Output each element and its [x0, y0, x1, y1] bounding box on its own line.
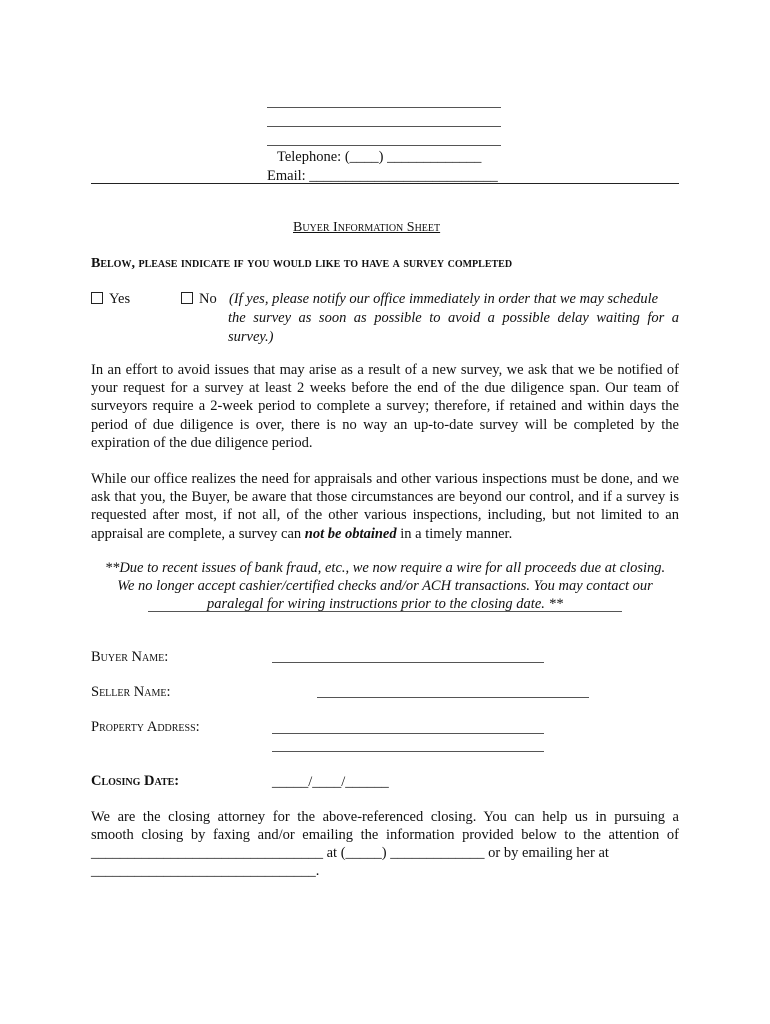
closing-line-1: We are the closing attorney for the above-referenced closing. You can help us in pursuing a — [91, 809, 679, 825]
survey-yes-option[interactable] — [91, 290, 130, 308]
header-divider — [91, 183, 679, 184]
yes-checkbox[interactable] — [91, 292, 103, 304]
wire-notice-line-3: paralegal for wiring instructions prior to the closing date. ** — [206, 596, 564, 612]
buyer-name-input[interactable] — [272, 662, 544, 663]
yes-label: Yes — [109, 291, 131, 307]
property-address-label: Property Address: — [91, 719, 200, 735]
telephone-field[interactable]: Telephone: (____) _____________ — [277, 149, 482, 165]
wire-notice-line-2: We no longer accept cashier/certified checks and/or ACH transactions. You may contact our — [117, 578, 653, 594]
address-line-1[interactable] — [267, 107, 501, 108]
inspections-text-end: in a timely manner. — [396, 525, 513, 542]
address-line-3[interactable] — [267, 145, 501, 146]
email-field[interactable]: Email: __________________________ — [267, 168, 498, 184]
survey-note-line-2: the survey as soon as possible to avoid a possible delay waiting for a — [228, 310, 679, 326]
inspections-paragraph — [91, 470, 679, 543]
closing-date-input[interactable]: _____/____/______ — [272, 774, 389, 790]
no-checkbox[interactable] — [181, 292, 193, 304]
property-address-input-2[interactable] — [272, 751, 544, 752]
not-obtained-emphasis: not be obtained — [304, 525, 397, 542]
closing-line-4[interactable]: _______________________________. — [91, 863, 320, 879]
buyer-name-label: Buyer Name: — [91, 649, 169, 665]
closing-line-2: smooth closing by faxing and/or emailing the information provided below to the attention of — [91, 827, 679, 843]
survey-note-line-3: survey.) — [228, 329, 274, 345]
survey-timing-paragraph: In an effort to avoid issues that may arise as a result of a new survey, we ask that we be notified of your request for a survey at least 2 weeks before the end of the due diligence span. Our team of surveyors require a 2-week period to complete a survey; therefore, if retained and within days the period of due diligence is over, there is no way an up-to-date survey will be completed by the expiration of the due diligence period. — [91, 362, 679, 451]
inspections-text: While our office realizes the need for appraisals and other various inspections must be done, and we ask that you, the Buyer, be aware that those circumstances are beyond our control, and if a survey is requested after most, if not all, of the other various inspections, including, but not limited to an appraisal are complete, a survey can — [91, 471, 679, 542]
survey-prompt: Below, please indicate if you would like to have a survey completed — [91, 256, 513, 271]
wire-notice-line-1: **Due to recent issues of bank fraud, etc., we now require a wire for all proceeds due at closing. — [104, 560, 666, 576]
seller-name-input[interactable] — [317, 697, 589, 698]
address-line-2[interactable] — [267, 126, 501, 127]
seller-name-label: Seller Name: — [91, 684, 171, 700]
page-title: Buyer Information Sheet — [293, 220, 441, 235]
survey-no-option[interactable] — [181, 290, 217, 308]
survey-note-line-1: (If yes, please notify our office immediately in order that we may schedule — [229, 291, 659, 307]
closing-date-label: Closing Date: — [91, 773, 180, 789]
closing-line-3[interactable]: ________________________________ at (_____) _____________ or by emailing her at — [91, 845, 609, 861]
property-address-input-1[interactable] — [272, 733, 544, 734]
no-label: No — [199, 291, 217, 307]
